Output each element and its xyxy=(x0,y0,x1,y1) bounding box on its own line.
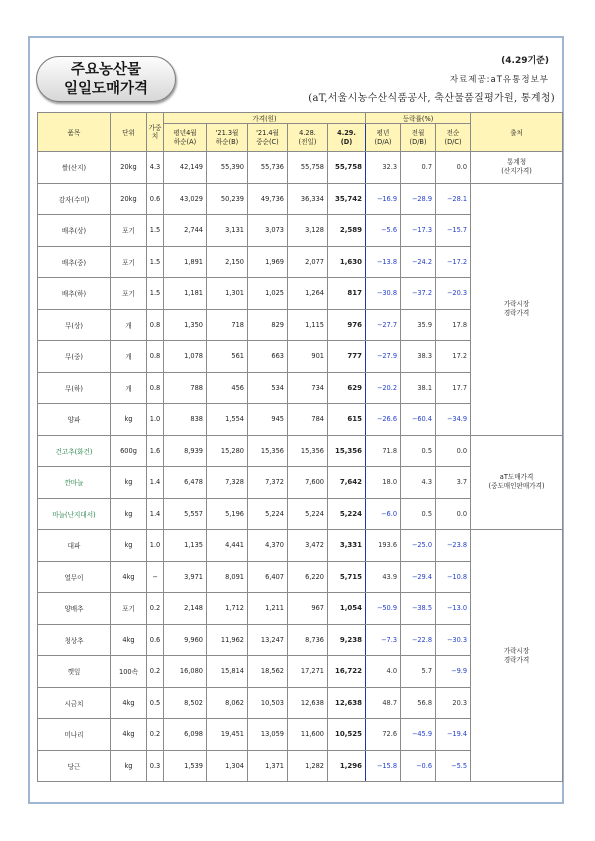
title-line2: 일일도매가격 xyxy=(63,81,149,97)
table-cell-source: 통계청 (산지가격) xyxy=(471,152,563,184)
table-cell-avg: 838 xyxy=(164,404,207,436)
table-cell-mar: 5,196 xyxy=(207,498,248,530)
table-cell-unit: kg xyxy=(111,498,147,530)
table-cell-weight: 1.6 xyxy=(147,435,164,467)
table-cell-avg: 2,148 xyxy=(164,593,207,625)
table-row xyxy=(38,530,563,562)
table-cell-prev-day: 3,128 xyxy=(288,215,328,247)
table-cell-vs-avg: −26.6 xyxy=(366,404,401,436)
table-cell-today: 615 xyxy=(328,404,366,436)
table-cell-weight: 0.5 xyxy=(147,687,164,719)
table-cell-avg: 788 xyxy=(164,372,207,404)
table-cell-apr-mid: 1,025 xyxy=(248,278,288,310)
table-cell-avg: 8,939 xyxy=(164,435,207,467)
table-cell-source: 가락시장 경락가격 xyxy=(471,183,563,435)
table-cell-vs-month: −17.3 xyxy=(401,215,436,247)
table-cell-vs-ten: 0.0 xyxy=(436,435,471,467)
col-apr-mid: '21.4월 중순(C) xyxy=(248,124,288,152)
table-cell-vs-month: 4.3 xyxy=(401,467,436,499)
table-cell-apr-mid: 534 xyxy=(248,372,288,404)
table-cell-mar: 1,554 xyxy=(207,404,248,436)
table-cell-vs-ten: −19.4 xyxy=(436,719,471,751)
table-cell-vs-month: −37.2 xyxy=(401,278,436,310)
table-cell-source: aT도매가격 (중도매인판매가격) xyxy=(471,435,563,530)
table-cell-unit: 4kg xyxy=(111,624,147,656)
table-cell-apr-mid: 18,562 xyxy=(248,656,288,688)
table-cell-vs-avg: −16.9 xyxy=(366,183,401,215)
table-cell-weight: 0.2 xyxy=(147,593,164,625)
table-cell-mar: 50,239 xyxy=(207,183,248,215)
table-cell-item: 열무이 xyxy=(38,561,111,593)
table-cell-vs-avg: −5.6 xyxy=(366,215,401,247)
table-cell-today: 5,224 xyxy=(328,498,366,530)
table-cell-item: 시금치 xyxy=(38,687,111,719)
table-cell-vs-month: 0.5 xyxy=(401,498,436,530)
col-today: 4.29. (D) xyxy=(328,124,366,152)
table-cell-prev-day: 967 xyxy=(288,593,328,625)
table-cell-today: 1,054 xyxy=(328,593,366,625)
table-cell-prev-day: 784 xyxy=(288,404,328,436)
table-cell-vs-avg: 48.7 xyxy=(366,687,401,719)
table-cell-vs-month: −28.9 xyxy=(401,183,436,215)
table-cell-vs-month: −0.6 xyxy=(401,750,436,782)
table-cell-mar: 1,712 xyxy=(207,593,248,625)
table-cell-prev-day: 1,264 xyxy=(288,278,328,310)
table-cell-prev-day: 5,224 xyxy=(288,498,328,530)
table-cell-avg: 6,098 xyxy=(164,719,207,751)
table-cell-prev-day: 15,356 xyxy=(288,435,328,467)
table-cell-unit: 4kg xyxy=(111,561,147,593)
col-vs-avg: 평년 (D/A) xyxy=(366,124,401,152)
table-cell-vs-ten: −28.1 xyxy=(436,183,471,215)
table-cell-item: 양배추 xyxy=(38,593,111,625)
table-body xyxy=(38,152,563,782)
table-cell-prev-day: 11,600 xyxy=(288,719,328,751)
table-cell-apr-mid: 4,370 xyxy=(248,530,288,562)
col-weight: 가중치 xyxy=(147,113,164,152)
table-cell-unit: 4kg xyxy=(111,687,147,719)
table-cell-weight: 1.0 xyxy=(147,530,164,562)
table-cell-vs-ten: −5.5 xyxy=(436,750,471,782)
table-cell-vs-ten: 3.7 xyxy=(436,467,471,499)
table-cell-vs-month: −60.4 xyxy=(401,404,436,436)
table-cell-item: 배추(중) xyxy=(38,246,111,278)
table-cell-vs-ten: −13.0 xyxy=(436,593,471,625)
table-cell-mar: 2,150 xyxy=(207,246,248,278)
table-cell-vs-month: 38.1 xyxy=(401,372,436,404)
table-cell-vs-ten: −15.7 xyxy=(436,215,471,247)
table-cell-unit: kg xyxy=(111,750,147,782)
table-cell-today: 10,525 xyxy=(328,719,366,751)
table-cell-vs-avg: −27.7 xyxy=(366,309,401,341)
table-cell-mar: 456 xyxy=(207,372,248,404)
table-cell-item: 양파 xyxy=(38,404,111,436)
table-cell-unit: 포기 xyxy=(111,215,147,247)
table-cell-weight: 1.0 xyxy=(147,404,164,436)
table-cell-unit: 4kg xyxy=(111,719,147,751)
table-cell-unit: 포기 xyxy=(111,278,147,310)
table-cell-today: 12,638 xyxy=(328,687,366,719)
table-cell-vs-month: 0.5 xyxy=(401,435,436,467)
table-cell-apr-mid: 15,356 xyxy=(248,435,288,467)
table-cell-weight: 0.2 xyxy=(147,656,164,688)
table-cell-today: 9,238 xyxy=(328,624,366,656)
title-badge xyxy=(36,56,176,102)
table-cell-apr-mid: 7,372 xyxy=(248,467,288,499)
table-cell-prev-day: 2,077 xyxy=(288,246,328,278)
table-cell-avg: 43,029 xyxy=(164,183,207,215)
table-cell-mar: 7,328 xyxy=(207,467,248,499)
table-cell-vs-ten: −34.9 xyxy=(436,404,471,436)
table-cell-item: 무(하) xyxy=(38,372,111,404)
table-cell-avg: 8,502 xyxy=(164,687,207,719)
table-cell-mar: 718 xyxy=(207,309,248,341)
data-source: 자료제공:aT유통정보부 xyxy=(449,75,549,85)
table-cell-avg: 1,891 xyxy=(164,246,207,278)
table-cell-apr-mid: 1,969 xyxy=(248,246,288,278)
table-cell-vs-avg: 72.6 xyxy=(366,719,401,751)
table-cell-vs-avg: 4.0 xyxy=(366,656,401,688)
table-cell-vs-ten: −30.3 xyxy=(436,624,471,656)
table-cell-avg: 16,080 xyxy=(164,656,207,688)
table-cell-today: 3,331 xyxy=(328,530,366,562)
table-cell-vs-month: −29.4 xyxy=(401,561,436,593)
table-cell-item: 깐마늘 xyxy=(38,467,111,499)
table-cell-avg: 5,557 xyxy=(164,498,207,530)
table-cell-today: 1,630 xyxy=(328,246,366,278)
table-cell-vs-month: −22.8 xyxy=(401,624,436,656)
table-cell-apr-mid: 3,073 xyxy=(248,215,288,247)
table-cell-mar: 8,091 xyxy=(207,561,248,593)
table-cell-unit: 포기 xyxy=(111,593,147,625)
table-cell-item: 청상추 xyxy=(38,624,111,656)
table-cell-unit: 20kg xyxy=(111,183,147,215)
table-cell-today: 35,742 xyxy=(328,183,366,215)
table-cell-unit: 100속 xyxy=(111,656,147,688)
table-cell-vs-ten: −10.8 xyxy=(436,561,471,593)
table-cell-item: 건고추(화건) xyxy=(38,435,111,467)
table-cell-vs-avg: 43.9 xyxy=(366,561,401,593)
table-cell-today: 16,722 xyxy=(328,656,366,688)
table-cell-apr-mid: 945 xyxy=(248,404,288,436)
table-cell-vs-avg: −27.9 xyxy=(366,341,401,373)
table-cell-item: 무(상) xyxy=(38,309,111,341)
table-cell-unit: 600g xyxy=(111,435,147,467)
table-cell-weight: 0.6 xyxy=(147,624,164,656)
table-cell-avg: 1,135 xyxy=(164,530,207,562)
col-prev-day: 4.28. (전일) xyxy=(288,124,328,152)
table-cell-today: 976 xyxy=(328,309,366,341)
table-cell-source: 가락시장 경락가격 xyxy=(471,530,563,782)
col-vs-ten: 전순 (D/C) xyxy=(436,124,471,152)
table-cell-prev-day: 8,736 xyxy=(288,624,328,656)
table-cell-item: 당근 xyxy=(38,750,111,782)
table-cell-apr-mid: 13,059 xyxy=(248,719,288,751)
table-cell-weight: 4.3 xyxy=(147,152,164,184)
table-cell-vs-avg: 71.8 xyxy=(366,435,401,467)
table-cell-weight: 1.4 xyxy=(147,498,164,530)
group-price: 가격(원) xyxy=(164,113,366,124)
table-cell-vs-month: −25.0 xyxy=(401,530,436,562)
table-cell-item: 미나리 xyxy=(38,719,111,751)
table-cell-avg: 3,971 xyxy=(164,561,207,593)
table-cell-vs-avg: −50.9 xyxy=(366,593,401,625)
table-cell-today: 1,296 xyxy=(328,750,366,782)
table-cell-vs-month: −45.9 xyxy=(401,719,436,751)
table-cell-prev-day: 55,758 xyxy=(288,152,328,184)
table-cell-apr-mid: 829 xyxy=(248,309,288,341)
table-cell-unit: 20kg xyxy=(111,152,147,184)
table-cell-prev-day: 7,600 xyxy=(288,467,328,499)
table-cell-avg: 1,078 xyxy=(164,341,207,373)
table-cell-today: 5,715 xyxy=(328,561,366,593)
table-cell-vs-month: −38.5 xyxy=(401,593,436,625)
table-cell-vs-avg: −6.0 xyxy=(366,498,401,530)
table-cell-vs-month: −24.2 xyxy=(401,246,436,278)
table-cell-unit: kg xyxy=(111,530,147,562)
table-cell-vs-avg: 32.3 xyxy=(366,152,401,184)
table-cell-item: 무(중) xyxy=(38,341,111,373)
table-cell-weight: 0.6 xyxy=(147,183,164,215)
table-cell-weight: 0.2 xyxy=(147,719,164,751)
table-cell-item: 배추(상) xyxy=(38,215,111,247)
table-cell-mar: 15,280 xyxy=(207,435,248,467)
group-change: 등락률(%) xyxy=(366,113,471,124)
table-cell-today: 2,589 xyxy=(328,215,366,247)
table-cell-avg: 1,539 xyxy=(164,750,207,782)
table-row xyxy=(38,183,563,215)
organizations: (aT,서울시농수산식품공사, 축산물품질평가원, 통계청) xyxy=(308,93,555,104)
table-cell-prev-day: 1,282 xyxy=(288,750,328,782)
table-cell-today: 15,356 xyxy=(328,435,366,467)
table-row xyxy=(38,435,563,467)
table-cell-unit: 개 xyxy=(111,309,147,341)
table-cell-vs-ten: −20.3 xyxy=(436,278,471,310)
table-cell-prev-day: 36,334 xyxy=(288,183,328,215)
table-cell-vs-avg: −30.8 xyxy=(366,278,401,310)
table-cell-today: 55,758 xyxy=(328,152,366,184)
price-table xyxy=(37,112,563,782)
table-cell-item: 깻잎 xyxy=(38,656,111,688)
table-cell-vs-avg: −20.2 xyxy=(366,372,401,404)
table-cell-weight: 1.5 xyxy=(147,215,164,247)
table-cell-vs-ten: 0.0 xyxy=(436,498,471,530)
table-cell-apr-mid: 1,211 xyxy=(248,593,288,625)
table-cell-today: 777 xyxy=(328,341,366,373)
table-cell-vs-month: 0.7 xyxy=(401,152,436,184)
col-unit: 단위 xyxy=(111,113,147,152)
table-cell-unit: kg xyxy=(111,467,147,499)
table-cell-mar: 55,390 xyxy=(207,152,248,184)
basis-date: (4.29기준) xyxy=(501,56,549,66)
table-cell-prev-day: 6,220 xyxy=(288,561,328,593)
table-cell-mar: 11,962 xyxy=(207,624,248,656)
table-cell-apr-mid: 13,247 xyxy=(248,624,288,656)
table-cell-today: 629 xyxy=(328,372,366,404)
table-cell-apr-mid: 5,224 xyxy=(248,498,288,530)
table-cell-avg: 42,149 xyxy=(164,152,207,184)
table-cell-vs-avg: 193.6 xyxy=(366,530,401,562)
col-item: 품목 xyxy=(38,113,111,152)
table-cell-weight: 0.8 xyxy=(147,309,164,341)
table-cell-prev-day: 12,638 xyxy=(288,687,328,719)
table-cell-item: 쌀(산지) xyxy=(38,152,111,184)
table-cell-vs-ten: −9.9 xyxy=(436,656,471,688)
table-cell-prev-day: 901 xyxy=(288,341,328,373)
table-cell-avg: 6,478 xyxy=(164,467,207,499)
col-source: 출처 xyxy=(471,113,563,152)
table-cell-item: 대파 xyxy=(38,530,111,562)
table-cell-unit: 포기 xyxy=(111,246,147,278)
table-cell-unit: kg xyxy=(111,404,147,436)
table-cell-prev-day: 734 xyxy=(288,372,328,404)
table-cell-mar: 8,062 xyxy=(207,687,248,719)
table-cell-vs-month: 5.7 xyxy=(401,656,436,688)
table-cell-weight: 1.4 xyxy=(147,467,164,499)
table-cell-mar: 4,441 xyxy=(207,530,248,562)
table-cell-vs-ten: 17.2 xyxy=(436,341,471,373)
table-row xyxy=(38,152,563,184)
table-cell-item: 감자(수미) xyxy=(38,183,111,215)
table-cell-vs-avg: −15.8 xyxy=(366,750,401,782)
table-cell-prev-day: 1,115 xyxy=(288,309,328,341)
table-cell-vs-ten: 20.3 xyxy=(436,687,471,719)
table-cell-vs-avg: −13.8 xyxy=(366,246,401,278)
table-cell-apr-mid: 49,736 xyxy=(248,183,288,215)
table-cell-mar: 3,131 xyxy=(207,215,248,247)
table-cell-vs-ten: 0.0 xyxy=(436,152,471,184)
table-cell-unit: 개 xyxy=(111,372,147,404)
table-cell-mar: 1,301 xyxy=(207,278,248,310)
table-cell-vs-ten: 17.8 xyxy=(436,309,471,341)
table-cell-weight: 1.5 xyxy=(147,278,164,310)
table-cell-vs-ten: −17.2 xyxy=(436,246,471,278)
table-cell-item: 마늘(난지대서) xyxy=(38,498,111,530)
table-cell-weight: − xyxy=(147,561,164,593)
table-cell-weight: 0.3 xyxy=(147,750,164,782)
table-cell-today: 7,642 xyxy=(328,467,366,499)
table-cell-item: 배추(하) xyxy=(38,278,111,310)
table-cell-today: 817 xyxy=(328,278,366,310)
table-cell-vs-ten: −23.8 xyxy=(436,530,471,562)
table-cell-vs-month: 38.3 xyxy=(401,341,436,373)
table-cell-apr-mid: 1,371 xyxy=(248,750,288,782)
table-cell-mar: 561 xyxy=(207,341,248,373)
title-line1: 주요농산물 xyxy=(70,62,142,78)
table-cell-vs-avg: 18.0 xyxy=(366,467,401,499)
table-cell-weight: 0.8 xyxy=(147,341,164,373)
col-mar: '21.3월 하순(B) xyxy=(207,124,248,152)
col-vs-month: 전월 (D/B) xyxy=(401,124,436,152)
table-cell-apr-mid: 6,407 xyxy=(248,561,288,593)
table-cell-vs-month: 56.8 xyxy=(401,687,436,719)
col-avg: 평년4월 하순(A) xyxy=(164,124,207,152)
table-cell-mar: 1,304 xyxy=(207,750,248,782)
table-cell-apr-mid: 663 xyxy=(248,341,288,373)
table-cell-prev-day: 17,271 xyxy=(288,656,328,688)
table-cell-avg: 1,350 xyxy=(164,309,207,341)
table-cell-prev-day: 3,472 xyxy=(288,530,328,562)
table-cell-avg: 1,181 xyxy=(164,278,207,310)
table-cell-apr-mid: 10,503 xyxy=(248,687,288,719)
table-cell-avg: 2,744 xyxy=(164,215,207,247)
table-cell-vs-ten: 17.7 xyxy=(436,372,471,404)
table-cell-weight: 1.5 xyxy=(147,246,164,278)
table-cell-apr-mid: 55,736 xyxy=(248,152,288,184)
table-cell-unit: 개 xyxy=(111,341,147,373)
table-cell-avg: 9,960 xyxy=(164,624,207,656)
table-cell-vs-avg: −7.3 xyxy=(366,624,401,656)
table-cell-mar: 15,814 xyxy=(207,656,248,688)
table-cell-weight: 0.8 xyxy=(147,372,164,404)
table-cell-mar: 19,451 xyxy=(207,719,248,751)
table-cell-vs-month: 35.9 xyxy=(401,309,436,341)
